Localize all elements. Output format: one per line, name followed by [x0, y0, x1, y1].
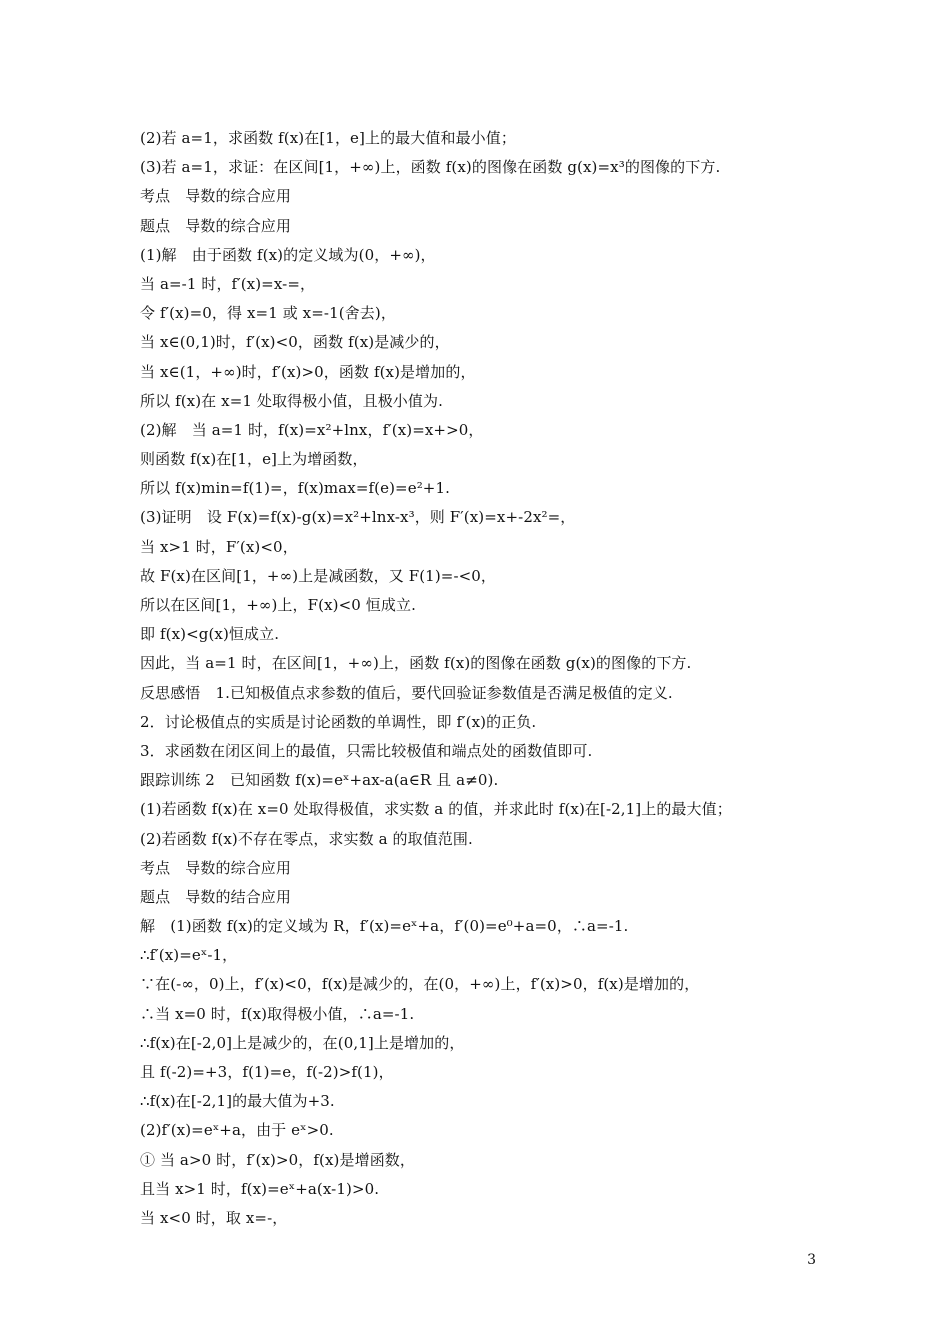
text-line: (3)若 a=1，求证：在区间[1，+∞)上，函数 f(x)的图像在函数 g(x)=x³的图像的下方.: [140, 158, 721, 177]
text-line: ① 当 a>0 时，f′(x)>0，f(x)是增函数，: [140, 1150, 416, 1169]
text-line: 且 f(-2)=+3，f(1)=e，f(-2)>f(1)，: [140, 1063, 394, 1081]
text-line: 3．求函数在闭区间上的最值，只需比较极值和端点处的函数值即可.: [140, 741, 593, 760]
text-line: 因此，当 a=1 时，在区间[1，+∞)上，函数 f(x)的图像在函数 g(x)的图像的下方.: [140, 654, 692, 673]
text-line: (1)解 由于函数 f(x)的定义域为(0，+∞)，: [140, 245, 436, 264]
text-line: 题点 导数的综合应用: [140, 216, 292, 235]
text-line: (1)若函数 f(x)在 x=0 处取得极值，求实数 a 的值，并求此时 f(x)在[-2,1]上的最大值；: [140, 800, 732, 819]
text-line: 则函数 f(x)在[1，e]上为增函数，: [140, 450, 368, 469]
text-line: 当 x>1 时，F′(x)<0，: [140, 537, 298, 556]
text-line: 所以 f(x)在 x=1 处取得极小值，且极小值为.: [140, 391, 443, 410]
text-line: 2．讨论极值点的实质是讨论函数的单调性，即 f′(x)的正负.: [140, 712, 537, 731]
text-line: 即 f(x)<g(x)恒成立.: [140, 625, 280, 644]
text-line: 考点 导数的综合应用: [140, 187, 292, 206]
text-line: 题点 导数的结合应用: [140, 887, 292, 906]
page-number: 3: [807, 1252, 816, 1268]
text-line: 当 x∈(0,1)时，f′(x)<0，函数 f(x)是减少的，: [140, 333, 450, 352]
text-line: ∴f′(x)=eˣ-1，: [140, 946, 238, 965]
document-body: [140, 124, 840, 1233]
text-line: (2)若函数 f(x)不存在零点，求实数 a 的取值范围.: [140, 829, 473, 848]
text-line: 当 a=-1 时，f′(x)=x-=，: [140, 274, 316, 293]
text-line: 考点 导数的综合应用: [140, 858, 292, 877]
text-line: 故 F(x)在区间[1，+∞)上是减函数，又 F(1)=-<0，: [140, 566, 497, 585]
text-line: (2)解 当 a=1 时，f(x)=x²+lnx，f′(x)=x+>0，: [140, 420, 484, 439]
text-line: 令 f′(x)=0，得 x=1 或 x=-1(舍去)，: [140, 304, 396, 323]
text-line: ∴f(x)在[-2,1]的最大值为+3.: [140, 1092, 335, 1111]
text-line: (2)若 a=1，求函数 f(x)在[1，e]上的最大值和最小值；: [140, 129, 516, 147]
text-line: 当 x∈(1，+∞)时，f′(x)>0，函数 f(x)是增加的，: [140, 362, 476, 381]
text-line: 所以 f(x)min=f(1)=，f(x)max=f(e)=e²+1.: [140, 479, 450, 498]
text-line: 跟踪训练 2 已知函数 f(x)=eˣ+ax-a(a∈R 且 a≠0).: [140, 771, 499, 790]
text-line: 当 x<0 时，取 x=-，: [140, 1208, 288, 1227]
text-line: ∵在(-∞，0)上，f′(x)<0，f(x)是减少的，在(0，+∞)上，f′(x)>0，f(x)是增加的，: [140, 975, 700, 994]
text-line: (2)f′(x)=eˣ+a，由于 eˣ>0.: [140, 1121, 334, 1140]
text-line: ∴当 x=0 时，f(x)取得极小值，∴a=-1.: [140, 1004, 415, 1023]
text-line: 反思感悟 1.已知极值点求参数的值后，要代回验证参数值是否满足极值的定义.: [140, 683, 673, 702]
text-line: (3)证明 设 F(x)=f(x)-g(x)=x²+lnx-x³，则 F′(x)=x+-2x²=，: [140, 508, 576, 527]
text-line: 解 (1)函数 f(x)的定义域为 R，f′(x)=eˣ+a，f′(0)=e⁰+a=0，∴a=-1.: [140, 917, 629, 936]
text-line: 且当 x>1 时，f(x)=eˣ+a(x-1)>0.: [140, 1179, 380, 1198]
text-line: 所以在区间[1，+∞)上，F(x)<0 恒成立.: [140, 596, 416, 614]
text-line: ∴f(x)在[-2,0]上是减少的，在(0,1]上是增加的，: [140, 1033, 465, 1052]
